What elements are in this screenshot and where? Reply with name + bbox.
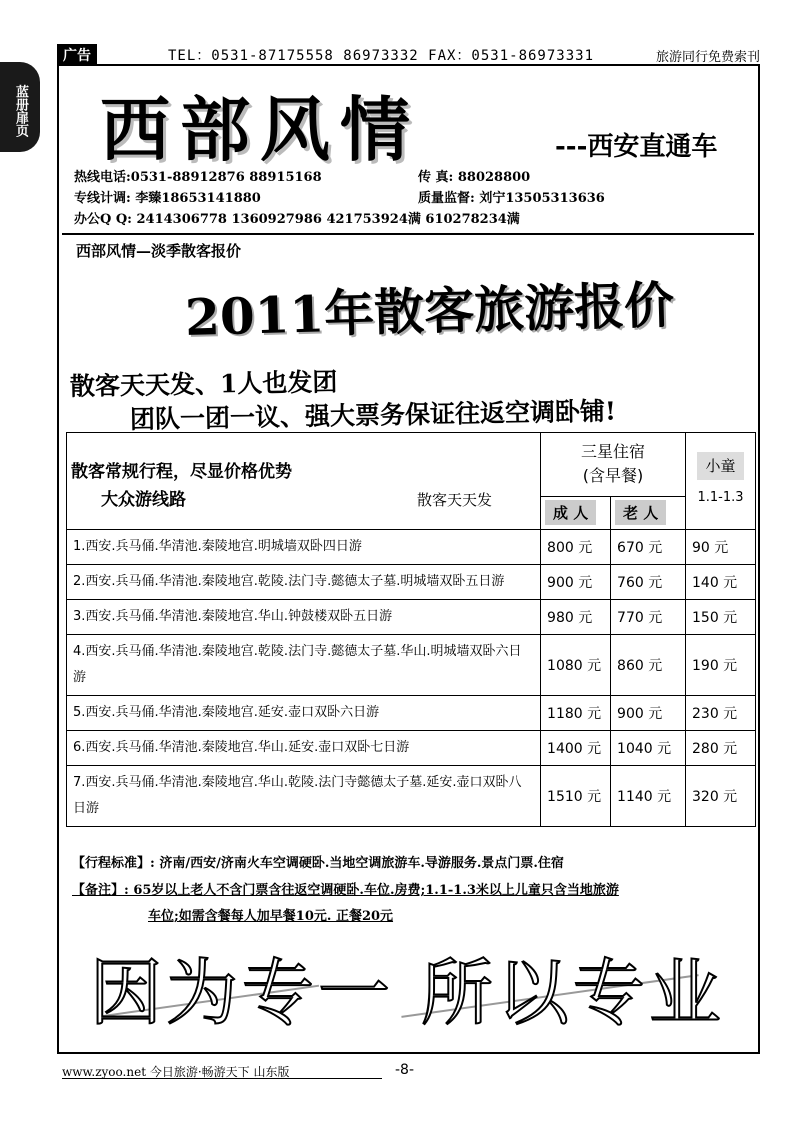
ad-tag: 广告 <box>57 44 97 66</box>
adult-price: 1510 元 <box>541 766 611 827</box>
office-qq: 办公Q Q: 2414306778 1360927986 421753924满 610278234满 <box>74 212 520 227</box>
section-tag: 西部风情—淡季散客报价 <box>76 242 242 260</box>
route-cell: 3.西安.兵马俑.华清池.秦陵地宫.华山.钟鼓楼双卧五日游 <box>67 600 541 635</box>
table-row <box>67 565 756 600</box>
route-cell: 4.西安.兵马俑.华清池.秦陵地宫.乾陵.法门寺.懿德太子墓.华山.明城墙双卧六日游 <box>67 635 541 696</box>
header-star-hotel <box>541 433 686 497</box>
table-row <box>67 731 756 766</box>
table-row <box>67 600 756 635</box>
side-tab: 蓝册扉页 <box>0 62 40 152</box>
senior-price: 900 元 <box>611 696 686 731</box>
slogan-line-2: 团队一团一议、强大票务保证往返空调卧铺! <box>129 396 617 434</box>
footer-rule <box>62 1078 382 1079</box>
senior-price: 760 元 <box>611 565 686 600</box>
child-range: 1.1-1.3 <box>697 490 744 505</box>
child-label: 小童 <box>697 452 743 480</box>
senior-price: 770 元 <box>611 600 686 635</box>
header-description <box>67 433 541 530</box>
senior-price: 1040 元 <box>611 731 686 766</box>
header-line-3: 散客天天发 <box>417 491 493 509</box>
route-cell: 6.西安.兵马俑.华清池.秦陵地宫.华山.延安.壶口双卧七日游 <box>67 731 541 766</box>
child-price: 140 元 <box>686 565 756 600</box>
table-row <box>67 766 756 827</box>
senior-price: 860 元 <box>611 635 686 696</box>
route-cell: 7.西安.兵马俑.华清池.秦陵地宫.华山.乾陵.法门寺懿德太子墓.延安.壶口双卧八日游 <box>67 766 541 827</box>
senior-price: 1140 元 <box>611 766 686 827</box>
route-cell: 5.西安.兵马俑.华清池.秦陵地宫.延安.壶口双卧六日游 <box>67 696 541 731</box>
adult-price: 1080 元 <box>541 635 611 696</box>
child-price: 280 元 <box>686 731 756 766</box>
child-price: 230 元 <box>686 696 756 731</box>
header-line-1: 散客常规行程，尽显价格优势 <box>71 462 292 482</box>
adult-price: 1400 元 <box>541 731 611 766</box>
senior-label: 老 人 <box>615 500 666 525</box>
route-cell: 1.西安.兵马俑.华清池.秦陵地宫.明城墙双卧四日游 <box>67 530 541 565</box>
child-price: 150 元 <box>686 600 756 635</box>
quality-supervisor: 质量监督: 刘宁13505313636 <box>418 191 605 206</box>
table-row <box>67 635 756 696</box>
table-row <box>67 696 756 731</box>
child-price: 190 元 <box>686 635 756 696</box>
adult-price: 980 元 <box>541 600 611 635</box>
header-senior <box>611 496 686 529</box>
breakfast-label: (含早餐) <box>582 466 644 486</box>
slogan-line-1: 散客天天发、1人也发团 <box>69 367 338 401</box>
tel-fax-line: TEL：0531-87175558 86973332 FAX：0531-86973331 <box>168 48 595 64</box>
remark: 【备注】: 65岁以上老人不含门票含往返空调硬卧.车位.房费;1.1-1.3米以上儿童只含当地旅游 <box>72 883 619 898</box>
bottom-slogan: 因为专一 所以专业 <box>90 951 725 1035</box>
adult-price: 800 元 <box>541 530 611 565</box>
remark-continued: 车位;如需含餐每人加早餐10元. 正餐20元 <box>148 909 394 924</box>
senior-price: 670 元 <box>611 530 686 565</box>
adult-price: 900 元 <box>541 565 611 600</box>
main-title: 2011年散客旅游报价 <box>184 275 675 347</box>
star-hotel-label: 三星住宿 <box>581 442 646 462</box>
brand-title: 西部风情 <box>100 88 420 171</box>
itinerary-standard: 【行程标准】: 济南/西安/济南火车空调硬卧.当地空调旅游车.导游服务.景点门票.住宿 <box>72 856 564 871</box>
page-number: -8- <box>395 1062 415 1078</box>
adult-price: 1180 元 <box>541 696 611 731</box>
price-table <box>66 432 756 827</box>
hotline: 热线电话:0531-88912876 88915168 <box>74 170 322 185</box>
route-cell: 2.西安.兵马俑.华清池.秦陵地宫.乾陵.法门寺.懿德太子墓.明城墙双卧五日游 <box>67 565 541 600</box>
child-price: 90 元 <box>686 530 756 565</box>
planner: 专线计调: 李臻18653141880 <box>74 191 261 206</box>
footer-site: www.zyoo.net 今日旅游·畅游天下 山东版 <box>62 1065 290 1079</box>
brand-subtitle: ---西安直通车 <box>555 132 718 162</box>
child-price: 320 元 <box>686 766 756 827</box>
free-index-label: 旅游同行免费索刊 <box>655 50 760 65</box>
header-line-2: 大众游线路 <box>101 490 186 510</box>
adult-label: 成 人 <box>545 500 596 525</box>
fax: 传 真: 88028800 <box>418 170 531 185</box>
divider <box>62 233 754 235</box>
table-header-row <box>67 433 756 497</box>
table-row <box>67 530 756 565</box>
header-adult <box>541 496 611 529</box>
header-child <box>686 433 756 530</box>
